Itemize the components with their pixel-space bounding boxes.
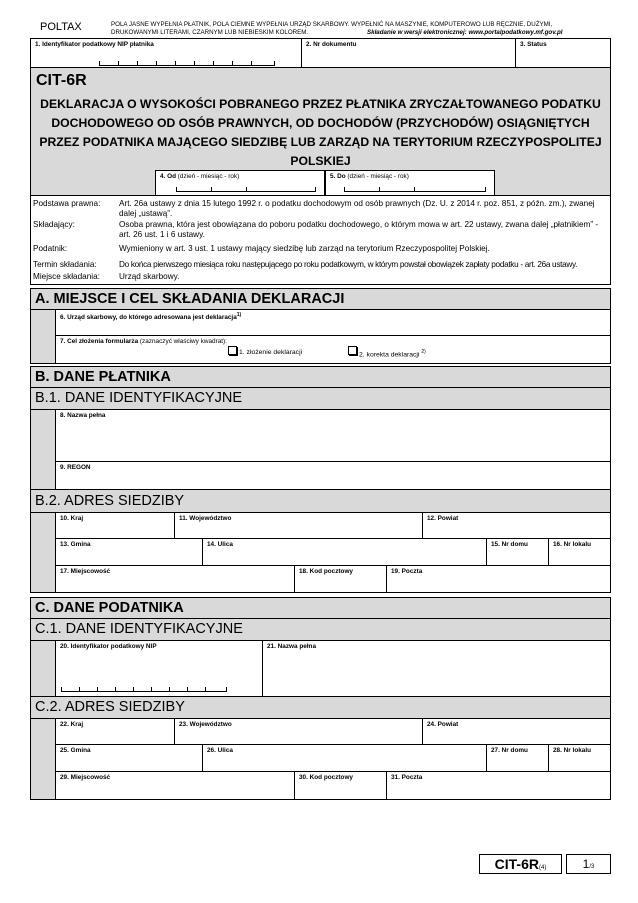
field-9-label: 9. REGON [60, 464, 91, 471]
field-5-period-to[interactable] [325, 170, 495, 196]
field-15-label: 15. Nr domu [491, 541, 528, 548]
form-title: DEKLARACJA O WYSOKOŚCI POBRANEGO PRZEZ PŁATNIKA ZRYCZAŁTOWANEGO PODATKU DOCHODOWEGO OD OSÓB PRAWNYCH, OD DOCHODÓW (PRZYCHODÓW) OSIĄGNIĘTYCH PRZEZ PODATNIKA MAJĄCEGO SIEDZIBĘ LUB ZARZĄD NA TERYTORIUM RZECZYPOSPOLITEJ POLSKIEJ [39, 97, 602, 168]
field-27-label: 27. Nr domu [491, 747, 528, 754]
footer-code-text: CIT-6R [494, 856, 539, 872]
electronic-filing-note: Składanie w wersji elektronicznej: www.portalpodatkowy.mf.gov.pl [367, 29, 563, 36]
taxpayer-nip-tick-marks [61, 687, 227, 692]
field-20-taxpayer-nip[interactable] [55, 641, 263, 697]
option-2-checkbox[interactable] [348, 346, 357, 355]
field-15-house-number[interactable] [487, 539, 549, 566]
taxpayer-label: Podatnik: [33, 244, 68, 253]
taxpayer-text: Wymieniony w art. 3 ust. 1 ustawy mający siedzibę lub zarząd na terytorium Rzeczypospolitej Polskiej. [119, 244, 490, 253]
field-26-street[interactable] [203, 745, 487, 772]
field-21-taxpayer-full-name[interactable] [263, 641, 611, 697]
poltax-label: POLTAX [40, 21, 82, 33]
field-30-label: 30. Kod pocztowy [299, 774, 353, 781]
field-9-regon[interactable] [55, 462, 611, 490]
form-code: CIT-6R [36, 72, 87, 89]
option-1-label: 1. złożenie deklaracji [239, 349, 303, 356]
footer-page-total: /3 [589, 864, 595, 870]
field-27-house-number[interactable] [487, 745, 549, 772]
field-31-post-office[interactable] [387, 772, 611, 800]
field-17-label: 17. Miejscowość [60, 568, 111, 575]
option-1-checkbox[interactable] [228, 346, 237, 355]
filer-row [31, 219, 610, 240]
footer-version: (4) [539, 865, 547, 871]
field-30-postal-code[interactable] [295, 772, 387, 800]
deadline-row [31, 255, 610, 271]
section-c1-header: C.1. DANE IDENTYFIKACYJNE [30, 619, 611, 641]
field-13-label: 13. Gmina [60, 541, 91, 548]
field-1-nip-payer[interactable] [30, 38, 302, 68]
field-17-city[interactable] [55, 566, 295, 593]
deadline-label: Termin składania: [33, 259, 97, 269]
field-6-tax-office[interactable] [55, 310, 611, 336]
field-25-label: 25. Gmina [60, 747, 91, 754]
option-2-label: 2. korekta deklaracji $^{2)}$ [359, 349, 426, 359]
field-18-label: 18. Kod pocztowy [299, 568, 353, 575]
field-2-document-number [302, 38, 516, 68]
field-11-label: 11. Województwo [179, 515, 232, 522]
field-16-apartment-number[interactable] [549, 539, 611, 566]
field-29-label: 29. Miejscowość [60, 774, 111, 781]
section-b2-header: B.2. ADRES SIEDZIBY [30, 490, 611, 513]
place-label: Miejsce składania: [33, 272, 100, 281]
deadline-text: Do końca pierwszego miesiąca roku następującego po roku podatkowym, w którym powstał obowiązek zapłaty podatku - art. 26a ustawy. [119, 259, 578, 269]
date-from-tick-marks [176, 187, 316, 192]
field-20-label: 20. Identyfikator podatkowy NIP [60, 643, 157, 650]
field-10-label: 10. Kraj [60, 515, 84, 522]
place-text: Urząd skarbowy. [119, 272, 180, 281]
instructions-line-2: DRUKOWANYMI LITERAMI, CZARNYM LUB NIEBIESKIM KOLOREM. [111, 29, 309, 36]
field-22-label: 22. Kraj [60, 721, 84, 728]
instructions-line-1: POLA JASNE WYPEŁNIA PŁATNIK, POLA CIEMNE WYPEŁNIA URZĄD SKARBOWY. WYPEŁNIĆ NA MASZYNIE, KOMPUTEROWO LUB RĘCZNIE, DUŻYMI, [111, 21, 553, 28]
section-b-header: B. DANE PŁATNIKA [30, 366, 611, 388]
field-21-label: 21. Nazwa pełna [267, 643, 317, 650]
field-8-label: 8. Nazwa pełna [60, 412, 106, 419]
field-4-label: 4. Od (dzień - miesiąc - rok) [160, 173, 240, 180]
field-10-country[interactable] [55, 513, 175, 539]
field-3-label: 3. Status [520, 41, 547, 48]
field-24-county[interactable] [423, 719, 611, 745]
field-2-label: 2. Nr dokumentu [306, 41, 357, 48]
field-23-voivodeship[interactable] [175, 719, 423, 745]
field-22-country[interactable] [55, 719, 175, 745]
taxpayer-row [31, 240, 610, 255]
filer-text: Osoba prawna, która jest obowiązana do poboru podatku dochodowego, o którym mowa w art. 22 ustawy, zwana dalej „płatnikiem” - art. 26 ust. 1 i 6 ustawy. [119, 220, 599, 239]
field-18-postal-code[interactable] [295, 566, 387, 593]
section-c2-header: C.2. ADRES SIEDZIBY [30, 697, 611, 719]
field-11-voivodeship[interactable] [175, 513, 423, 539]
field-7-label: 7. Cel złożenia formularza (zaznaczyć właściwy kwadrat): [60, 338, 227, 345]
field-8-full-name[interactable] [55, 410, 611, 462]
section-b1-header: B.1. DANE IDENTYFIKACYJNE [30, 388, 611, 410]
place-row [31, 270, 610, 283]
field-12-county[interactable] [423, 513, 611, 539]
legal-basis-label: Podstawa prawna: [33, 199, 101, 208]
legal-info-block [30, 196, 611, 285]
field-3-status [516, 38, 611, 68]
field-19-post-office[interactable] [387, 566, 611, 593]
field-28-apartment-number[interactable] [549, 745, 611, 772]
field-4-period-from[interactable] [155, 170, 325, 196]
field-1-label: 1. Identyfikator podatkowy NIP płatnika [35, 41, 154, 48]
footer-form-code [479, 854, 562, 874]
nip-tick-marks [99, 61, 275, 66]
section-c-header: C. DANE PODATNIKA [30, 597, 611, 619]
field-24-label: 24. Powiat [427, 721, 459, 728]
field-25-commune[interactable] [55, 745, 203, 772]
footer-page-current: 1 [582, 857, 590, 871]
field-14-label: 14. Ulica [207, 541, 233, 548]
field-7-purpose [55, 336, 611, 364]
legal-basis-text: Art. 26a ustawy z dnia 15 lutego 1992 r. o podatku dochodowym od osób prawnych (Dz. U. z 2014 r. poz. 851, z późn. zm.), zwanej dalej „ustawą”. [119, 199, 595, 218]
field-12-label: 12. Powiat [427, 515, 459, 522]
field-13-commune[interactable] [55, 539, 203, 566]
field-28-label: 28. Nr lokalu [553, 747, 592, 754]
field-5-label: 5. Do (dzień - miesiąc - rok) [330, 173, 409, 180]
footer-page-number [566, 854, 611, 874]
legal-basis-row [31, 198, 610, 219]
filer-label: Składający: [33, 220, 75, 229]
field-14-street[interactable] [203, 539, 487, 566]
field-31-label: 31. Poczta [391, 774, 423, 781]
field-16-label: 16. Nr lokalu [553, 541, 592, 548]
section-a-header: A. MIEJSCE I CEL SKŁADANIA DEKLARACJI [30, 288, 611, 310]
field-6-label: 6. Urząd skarbowy, do którego adresowana jest deklaracja$^{1)}$ [60, 312, 242, 322]
date-to-tick-marks [344, 187, 486, 192]
field-23-label: 23. Województwo [179, 721, 232, 728]
field-19-label: 19. Poczta [391, 568, 423, 575]
field-26-label: 26. Ulica [207, 747, 233, 754]
field-29-city[interactable] [55, 772, 295, 800]
